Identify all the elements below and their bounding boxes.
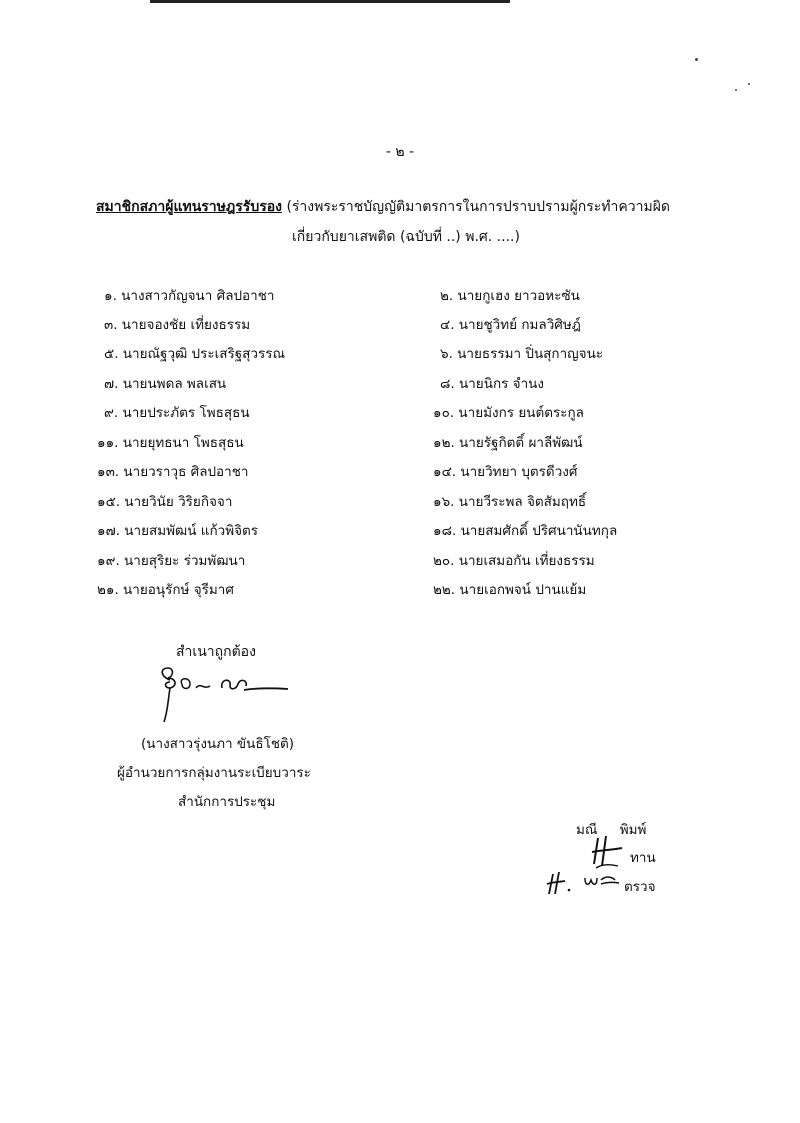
signer-name: (นางสาวรุ่งนภา ขันธิโชติ) [141, 736, 295, 752]
member-left-2: ๓. นายจองชัย เที่ยงธรรม [104, 317, 251, 333]
member-right-7: ๑๔. นายวิทยา บุตรดีวงศ์ [433, 464, 578, 480]
member-left-1: ๑. นางสาวกัญจนา ศิลปอาชา [104, 288, 275, 304]
scan-speck [695, 58, 698, 61]
typist-name: มณี [576, 822, 598, 838]
bill-title-line1: (ร่างพระราชบัญญัติมาตรการในการปราบปรามผู้กระทำความผิด [286, 199, 670, 215]
handwritten-signature [156, 666, 291, 724]
member-left-9: ๑๗. นายสมพัฒน์ แก้วพิจิตร [97, 523, 259, 539]
scan-speck [735, 89, 737, 91]
signer-position: ผู้อำนวยการกลุ่มงานระเบียบวาระ [117, 765, 311, 781]
certified-copy-label: สำเนาถูกต้อง [176, 644, 256, 660]
member-right-8: ๑๖. นายวีระพล จิตสัมฤทธิ์ [433, 494, 587, 510]
member-left-8: ๑๕. นายวินัย วิริยกิจจา [97, 494, 233, 510]
checker-initials [545, 868, 625, 898]
scan-speck [748, 83, 750, 85]
checker-role: ตรวจ [624, 879, 656, 895]
reviewer-initials [588, 834, 628, 870]
member-right-6: ๑๒. นายรัฐกิตติ์ ผาลีพัฒน์ [433, 435, 583, 451]
member-left-3: ๕. นายณัฐวุฒิ ประเสริฐสุวรรณ [104, 346, 286, 362]
member-right-5: ๑๐. นายมังกร ยนต์ตระกูล [433, 405, 584, 421]
member-left-4: ๗. นายนพดล พลเสน [104, 376, 227, 392]
bill-title-line2: เกี่ยวกับยาเสพติด (ฉบับที่ ..) พ.ศ. ....) [292, 229, 520, 245]
signer-office: สำนักการประชุม [178, 794, 276, 810]
typist-role: พิมพ์ [619, 822, 647, 838]
member-left-5: ๙. นายประภัตร โพธสุธน [104, 405, 250, 421]
heading [96, 197, 670, 217]
member-right-9: ๑๘. นายสมศักดิ์ ปริศนานันทกุล [433, 523, 618, 539]
member-left-11: ๒๑. นายอนุรักษ์ จุรีมาศ [97, 582, 234, 598]
member-right-2: ๔. นายชูวิทย์ กมลวิศิษฎ์ [440, 317, 581, 333]
member-right-3: ๖. นายธรรมา ปิ่นสุกาญจนะ [440, 346, 604, 362]
member-right-11: ๒๒. นายเอกพจน์ ปานแย้ม [433, 582, 587, 598]
top-edge-line [150, 0, 510, 3]
member-right-4: ๘. นายนิกร จำนง [440, 376, 544, 392]
member-right-1: ๒. นายกูเฮง ยาวอหะซัน [440, 288, 580, 304]
member-left-7: ๑๓. นายวราวุธ ศิลปอาชา [97, 464, 249, 480]
member-left-10: ๑๙. นายสุริยะ ร่วมพัฒนา [97, 553, 246, 569]
reviewer-role: ทาน [630, 850, 656, 866]
page-number: - ๒ - [385, 144, 415, 160]
member-left-6: ๑๑. นายยุทธนา โพธสุธน [97, 435, 244, 451]
heading-label: สมาชิกสภาผู้แทนราษฎรรับรอง [96, 199, 282, 215]
member-right-10: ๒๐. นายเสมอกัน เที่ยงธรรม [433, 553, 595, 569]
